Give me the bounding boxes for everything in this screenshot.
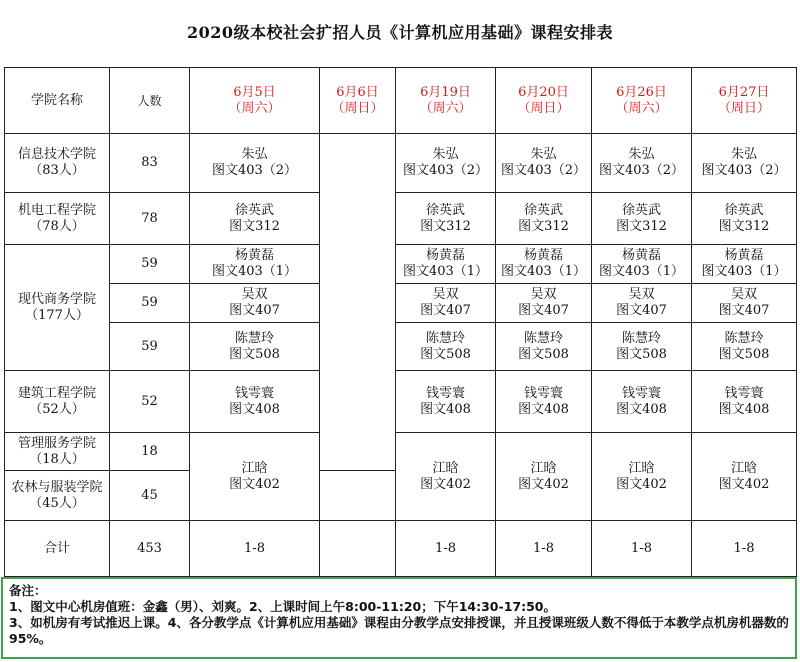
session-cell: 吴双 图文407 bbox=[396, 284, 496, 323]
header-date-6: 6月27日 （周日） bbox=[692, 68, 797, 134]
session-cell: 吴双 图文407 bbox=[190, 284, 320, 323]
notes-box bbox=[1, 577, 797, 659]
session-cell: 陈慧玲 图文508 bbox=[190, 323, 320, 371]
total-sessions: 1-8 bbox=[190, 521, 320, 577]
total-empty bbox=[320, 521, 396, 577]
session-cell: 吴双 图文407 bbox=[496, 284, 592, 323]
session-cell: 陈慧玲 图文508 bbox=[496, 323, 592, 371]
total-row bbox=[5, 521, 797, 577]
session-cell: 朱弘 图文403（2） bbox=[692, 134, 797, 193]
count-cell: 59 bbox=[110, 245, 190, 284]
merged-session-cell: 江晗 图文402 bbox=[496, 433, 592, 521]
session-cell: 徐英武 图文312 bbox=[496, 193, 592, 245]
session-cell: 吴双 图文407 bbox=[592, 284, 692, 323]
total-sessions: 1-8 bbox=[692, 521, 797, 577]
page-title: 2020级本校社会扩招人员《计算机应用基础》课程安排表 bbox=[186, 23, 614, 42]
merged-session-cell: 江晗 图文402 bbox=[692, 433, 797, 521]
total-label: 合计 bbox=[5, 521, 110, 577]
count-cell: 45 bbox=[110, 471, 190, 521]
session-cell: 钱雩寰 图文408 bbox=[592, 371, 692, 433]
header-row bbox=[5, 68, 797, 134]
session-cell: 钱雩寰 图文408 bbox=[190, 371, 320, 433]
college-cell: 现代商务学院 （177人） bbox=[5, 245, 110, 371]
count-cell: 83 bbox=[110, 134, 190, 193]
header-date-1: 6月5日 （周六） bbox=[190, 68, 320, 134]
session-cell: 陈慧玲 图文508 bbox=[396, 323, 496, 371]
session-cell: 朱弘 图文403（2） bbox=[190, 134, 320, 193]
total-sessions: 1-8 bbox=[592, 521, 692, 577]
header-count: 人数 bbox=[110, 68, 190, 134]
college-cell: 农林与服装学院 （45人） bbox=[5, 471, 110, 521]
table-row bbox=[5, 134, 797, 193]
notes-heading: 备注： bbox=[9, 583, 47, 598]
session-cell: 徐英武 图文312 bbox=[692, 193, 797, 245]
college-cell: 建筑工程学院 （52人） bbox=[5, 371, 110, 433]
total-sessions: 1-8 bbox=[496, 521, 592, 577]
college-cell: 机电工程学院 （78人） bbox=[5, 193, 110, 245]
table-row bbox=[5, 371, 797, 433]
header-date-5: 6月26日 （周六） bbox=[592, 68, 692, 134]
session-cell: 朱弘 图文403（2） bbox=[496, 134, 592, 193]
total-count: 453 bbox=[110, 521, 190, 577]
table-row bbox=[5, 245, 797, 284]
session-cell: 吴双 图文407 bbox=[692, 284, 797, 323]
table-row bbox=[5, 323, 797, 371]
count-cell: 52 bbox=[110, 371, 190, 433]
merged-session-cell: 江晗 图文402 bbox=[190, 433, 320, 521]
session-cell: 朱弘 图文403（2） bbox=[592, 134, 692, 193]
count-cell: 18 bbox=[110, 433, 190, 471]
college-cell: 管理服务学院 （18人） bbox=[5, 433, 110, 471]
empty-date-column bbox=[320, 134, 396, 471]
count-cell: 59 bbox=[110, 323, 190, 371]
session-cell: 杨黄磊 图文403（1） bbox=[496, 245, 592, 284]
header-date-3: 6月19日 （周六） bbox=[396, 68, 496, 134]
session-cell: 杨黄磊 图文403（1） bbox=[396, 245, 496, 284]
table-row bbox=[5, 433, 797, 471]
session-cell: 朱弘 图文403（2） bbox=[396, 134, 496, 193]
header-date-4: 6月20日 （周日） bbox=[496, 68, 592, 134]
notes-line-1: 1、图文中心机房值班：金鑫（男）、刘爽。2、上课时间上午8:00-11:20；下午14:30-17:50。 bbox=[9, 599, 556, 614]
session-cell: 钱雩寰 图文408 bbox=[396, 371, 496, 433]
session-cell: 徐英武 图文312 bbox=[396, 193, 496, 245]
session-cell: 杨黄磊 图文403（1） bbox=[190, 245, 320, 284]
session-cell: 杨黄磊 图文403（1） bbox=[692, 245, 797, 284]
header-date-2: 6月6日 （周日） bbox=[320, 68, 396, 134]
session-cell: 陈慧玲 图文508 bbox=[592, 323, 692, 371]
table-row bbox=[5, 284, 797, 323]
session-cell: 钱雩寰 图文408 bbox=[496, 371, 592, 433]
session-cell: 钱雩寰 图文408 bbox=[692, 371, 797, 433]
notes-line-2: 3、如机房有考试推迟上课。4、各分教学点《计算机应用基础》课程由分教学点安排授课，并且授课班级人数不得低于本教学点机房机器数的95%。 bbox=[9, 615, 789, 646]
count-cell: 78 bbox=[110, 193, 190, 245]
session-cell: 杨黄磊 图文403（1） bbox=[592, 245, 692, 284]
merged-session-cell: 江晗 图文402 bbox=[592, 433, 692, 521]
count-cell: 59 bbox=[110, 284, 190, 323]
schedule-table bbox=[4, 67, 797, 577]
total-sessions: 1-8 bbox=[396, 521, 496, 577]
merged-session-cell: 江晗 图文402 bbox=[396, 433, 496, 521]
session-cell: 陈慧玲 图文508 bbox=[692, 323, 797, 371]
header-college: 学院名称 bbox=[5, 68, 110, 134]
session-cell: 徐英武 图文312 bbox=[190, 193, 320, 245]
college-cell: 信息技术学院 （83人） bbox=[5, 134, 110, 193]
session-cell: 徐英武 图文312 bbox=[592, 193, 692, 245]
table-row bbox=[5, 193, 797, 245]
